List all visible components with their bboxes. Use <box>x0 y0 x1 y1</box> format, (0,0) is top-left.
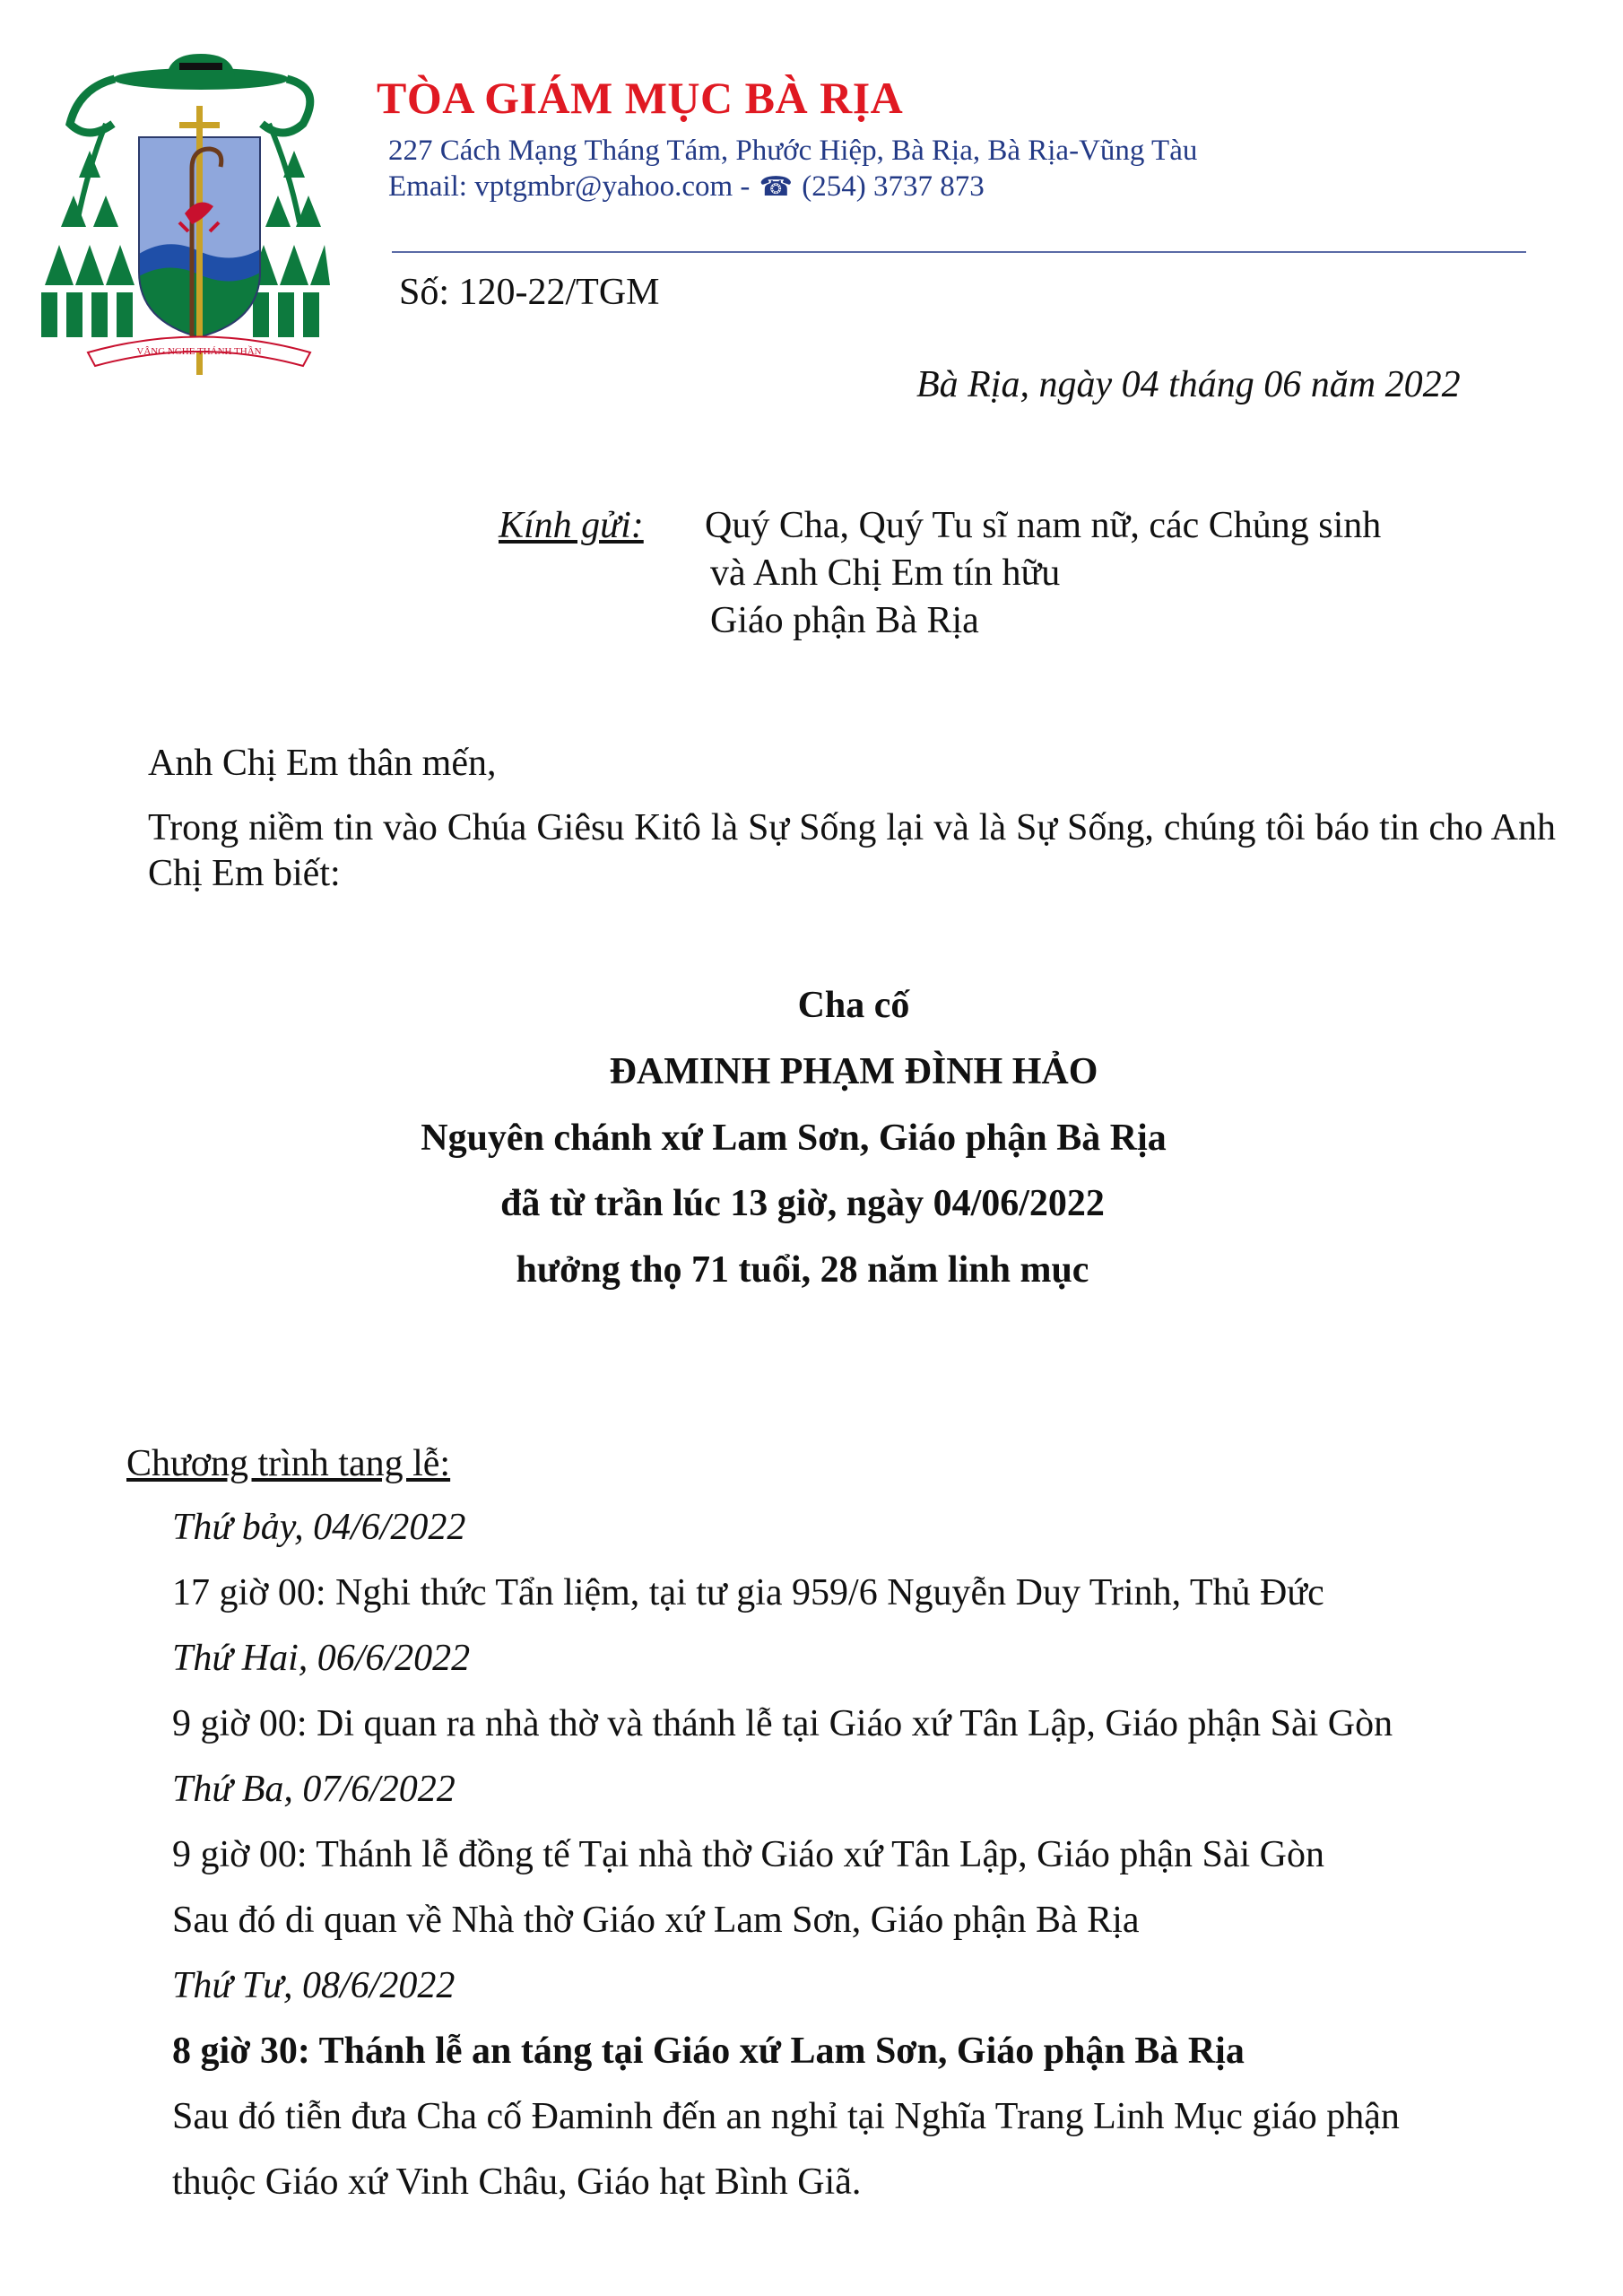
announcement-death: đã từ trần lúc 13 giờ, ngày 04/06/2022 <box>500 1183 1105 1224</box>
program-day: Thứ Hai, 06/6/2022 <box>172 1638 471 1679</box>
program-day: Thứ bảy, 04/6/2022 <box>172 1507 466 1548</box>
salutation: Anh Chị Em thân mến, <box>148 743 497 784</box>
phone-icon: ☎ <box>759 172 794 202</box>
phone-number: (254) 3737 873 <box>802 170 985 203</box>
announcement-age: hưởng thọ 71 tuổi, 28 năm linh mục <box>516 1249 1089 1291</box>
program-item: Sau đó di quan về Nhà thờ Giáo xứ Lam Sơn, Giáo phận Bà Rịa <box>172 1900 1140 1941</box>
recipients-line: Quý Cha, Quý Tu sĩ nam nữ, các Chủng sinh <box>705 505 1382 546</box>
program-item-highlight: 8 giờ 30: Thánh lễ an táng tại Giáo xứ Lam Sơn, Giáo phận Bà Rịa <box>172 2031 1245 2072</box>
recipients-line: và Anh Chị Em tín hữu <box>710 552 1061 594</box>
organization-address: 227 Cách Mạng Tháng Tám, Phước Hiệp, Bà Rịa, Bà Rịa-Vũng Tàu <box>388 135 1198 167</box>
organization-name: TÒA GIÁM MỤC BÀ RỊA <box>377 73 904 123</box>
announcement-name: ĐAMINH PHẠM ĐÌNH HẢO <box>609 1051 1098 1092</box>
intro-paragraph: Trong niềm tin vào Chúa Giêsu Kitô là Sự Sống lại và là Sự Sống, chúng tôi báo tin cho Anh Chị Em biết: <box>148 807 1556 895</box>
recipients-label: Kính gửi: <box>499 505 644 546</box>
program-item: 9 giờ 00: Di quan ra nhà thờ và thánh lễ tại Giáo xứ Tân Lập, Giáo phận Sài Gòn <box>172 1703 1393 1744</box>
dateline: Bà Rịa, ngày 04 tháng 06 năm 2022 <box>916 364 1461 405</box>
program-item: Sau đó tiễn đưa Cha cố Đaminh đến an nghỉ tại Nghĩa Trang Linh Mục giáo phận <box>172 2096 1400 2137</box>
announcement-role: Nguyên chánh xứ Lam Sơn, Giáo phận Bà Rịa <box>421 1118 1167 1159</box>
program-item: 17 giờ 00: Nghi thức Tẩn liệm, tại tư gia 959/6 Nguyễn Duy Trinh, Thủ Đức <box>172 1572 1324 1613</box>
organization-contact <box>388 170 985 204</box>
document-reference-number: Số: 120-22/TGM <box>399 272 660 313</box>
program-item: thuộc Giáo xứ Vinh Châu, Giáo hạt Bình Giã. <box>172 2161 862 2203</box>
svg-text:VÂNG NGHE THÁNH THẦN: VÂNG NGHE THÁNH THẦN <box>136 346 262 357</box>
email-text: Email: vptgmbr@yahoo.com - <box>388 170 751 203</box>
program-day: Thứ Tư, 08/6/2022 <box>172 1965 456 2006</box>
program-day: Thứ Ba, 07/6/2022 <box>172 1769 456 1810</box>
coat-of-arms-logo <box>34 52 330 375</box>
program-item: 9 giờ 00: Thánh lễ đồng tế Tại nhà thờ Giáo xứ Tân Lập, Giáo phận Sài Gòn <box>172 1834 1324 1875</box>
program-title: Chương trình tang lễ: <box>126 1443 451 1484</box>
header-divider <box>392 251 1526 253</box>
announcement-title: Cha cố <box>797 985 910 1026</box>
recipients-line: Giáo phận Bà Rịa <box>710 600 979 641</box>
